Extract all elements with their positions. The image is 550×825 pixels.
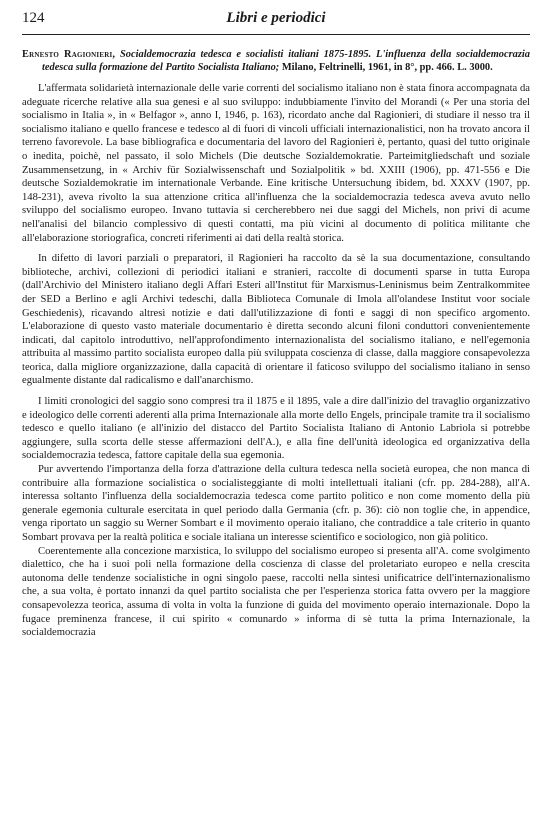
page-header — [22, 10, 530, 32]
paragraph-5: Coerentemente alla concezione marxistica, lo sviluppo del socialismo europeo si presenta all'A. come svolgimento dialettico, che ha i suoi poli nella formazione della coscienza di classe del proletariato europeo e nella crescita autonoma delle tendenze socialistiche in ogni singolo paese, raccolti nella sintesi unificatrice dell'internazionalismo che, a sua volta, è portato innanzi da quel partito socialista che per l'esperienza storica fatta ovvero per la maggiore consapevolezza teorica, assuma di volta in volta la funzione di guida del movimento operaio internazionale. Dopo la fugace preminenza francese, il cui spirito « comunardo » informa di sè tutta la prima Internazionale, la socialdemocrazia — [22, 545, 530, 639]
body-text — [22, 48, 530, 640]
page-number: 124 — [22, 10, 45, 26]
paragraph-2: In difetto di lavori parziali o preparatori, il Ragionieri ha raccolto da sè la sua documentazione, consultando biblioteche, archivi, collezioni di periodici italiani e stranieri, raccolte di documenti sparse in tutta Europa (dall'Archivio del Ministero italiano degli Affari Esteri all'Institut für Marxismus-Leninismus beim Zentralkommitee der SED a Berlino e agli Archivi tedeschi, dalla Biblioteca Comunale di Imola all'olandese Institut voor sociale Geschiedenis), ricavando altresì notizie e dati dall'utilizzazione di fonti e saggi di non specifico argomento. L'elaborazione di questo vasto materiale documentario è diretta secondo alcuni filoni conduttori convenientemente indicati, dal capitolo introduttivo, nell'approfondimento internazionalista del socialismo italiano, e nell'egemonia attribuita al massimo partito socialista europeo dalla più sviluppata coscienza di classe, dalla maggiore consapevolezza teorica, dalla migliore organizzazione, dalla capacità di orientare il faticoso sviluppo del socialismo italiano in senso egualmente distante dal radicalismo e dall'anarchismo. — [22, 253, 530, 387]
running-title: Libri e periodici — [226, 10, 326, 26]
review-publication: Milano, Feltrinelli, 1961, in 8°, pp. 466. L. 3000. — [281, 62, 493, 73]
review-heading — [22, 48, 530, 74]
review-author: Ernesto Ragionieri, — [22, 49, 116, 60]
header-rule — [22, 34, 530, 35]
paragraph-1: L'affermata solidarietà internazionale delle varie correnti del socialismo italiano non è stata finora accompagnata da adeguate ricerche relative alla sua genesi e al suo sviluppo: indubbiamente l'invito del Morandi (« Per una storia del socialismo in Italia », in « Belfagor », anno I, 1946, p. 163), ricordato anche dal Ragionieri, di studiare il nesso tra il socialismo italiano e quello francese e tedesco al di fuori di vincoli ufficiali internazionalistici, non ha trovato ancora il terreno favorevole. La base bibliografica e documentaria del lavoro del Ragionieri è, pertanto, quasi del tutto originale o inedita, poichè, nel passato, il solo Michels (Die deutsche Sozialdemokratie. Parteimitgliedschaft und soziale Zusammensetzung, in « Archiv für Sozialwissenschaft und Sozialpolitik » bd. XXIII (1906), pp. 471-556 e Die deutsche Sozialdemokratie im internationale Verbande. Eine kritische Untersuchung ibidem, bd. XXXV (1907, pp. 148-231), aveva rivolto la sua attenzione critica all'influenza che la socialdemocrazia tedesca aveva avuto nello sviluppo del socialismo europeo. Invano tuttavia si cercherebbero nei due saggi del Michels, non privi di acume nell'analisi del bilancio complessivo di questi contatti, ma più vicini al documento di politica militante che all'elaborazione storiografica, concreti riferimenti ai dati della realtà storica. — [22, 83, 530, 244]
paragraph-4: Pur avvertendo l'importanza della forza d'attrazione della cultura tedesca nella società europea, che non manca di contribuire alla formazione socialistica o socialisteggiante di molti intellettuali italiani (cfr. pp. 284-288), all'A. interessa soltanto l'influenza della socialdemocrazia tedesca come partito politico e non come momento della più generale egemonia culturale esercitata in quel periodo dalla Germania (cfr. p. 36): ciò non toglie che, in appendice, venga riportato un saggio su Werner Sombart e il movimento operaio italiano, che contraddice a tale criterio in quanto Sombart provava per la realtà politica e sociale italiana un interesse scientifico e sociologico, non già politico. — [22, 464, 530, 543]
paragraph-3: I limiti cronologici del saggio sono compresi tra il 1875 e il 1895, vale a dire dall'inizio del travaglio organizzativo e ideologico delle correnti aderenti alla prima Internazionale alla morte dello Engels, principale tramite tra il socialismo tedesco e quello italiano (e all'inizio del distacco del Partito Socialista Italiano di Antonio Labriola si potrebbe aggiungere, sulla scorta delle stesse affermazioni dell'A.), e alla fine dell'unità ideologica ed organizzativa della socialdemocrazia tedesca, fattore capitale della sua egemonia. — [22, 396, 530, 462]
review-book-title: Socialdemocrazia tedesca e socialisti italiani 1875-1895. L'influenza della socialdemocrazia tedesca sulla formazione del Partito Socialista Italiano; — [42, 49, 530, 73]
